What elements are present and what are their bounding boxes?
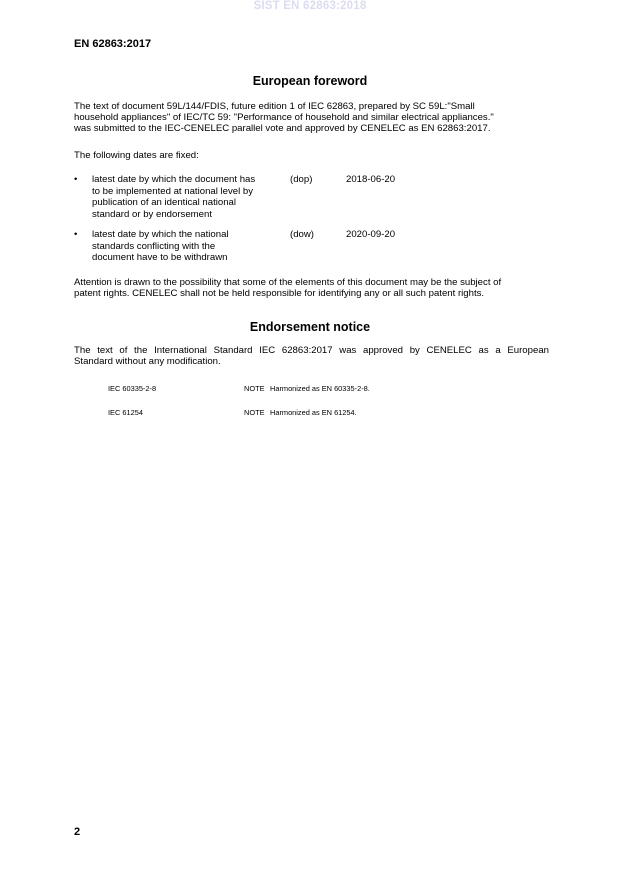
date-item-description <box>92 229 282 264</box>
foreword-intro-paragraph <box>74 101 549 134</box>
date-code: (dop) <box>290 174 313 185</box>
dates-intro: The following dates are fixed: <box>74 150 199 161</box>
attention-paragraph <box>74 277 549 299</box>
date-code: (dow) <box>290 229 314 240</box>
description-line: document have to be withdrawn <box>92 252 228 263</box>
endorsement-line: The text of the International Standard IEC 62863:2017 was approved by CENELEC as a European <box>74 345 549 356</box>
note-keyword: NOTE <box>244 384 265 393</box>
description-line: publication of an identical national <box>92 197 237 208</box>
foreword-title: European foreword <box>252 74 368 88</box>
note-text: Harmonized as EN 61254. <box>270 408 357 417</box>
endorsement-line: Standard without any modification. <box>74 356 221 367</box>
date-value: 2018-06-20 <box>346 174 396 185</box>
description-line: latest date by which the document has <box>92 174 256 185</box>
note-text: Harmonized as EN 60335-2-8. <box>270 384 370 393</box>
page-number: 2 <box>74 826 81 838</box>
attention-line: Attention is drawn to the possibility that some of the elements of this document may be the subject of <box>74 277 502 288</box>
intro-line: household appliances" of IEC/TC 59: "Performance of household and similar electrical appliances." <box>74 112 494 123</box>
document-id: EN 62863:2017 <box>74 38 152 50</box>
note-standard: IEC 61254 <box>108 408 143 417</box>
bullet-icon: • <box>74 174 78 185</box>
endorsement-paragraph <box>74 345 549 367</box>
date-value: 2020-09-20 <box>346 229 396 240</box>
bullet-icon: • <box>74 229 78 240</box>
intro-line: was submitted to the IEC-CENELEC parallel vote and approved by CENELEC as EN 62863:2017. <box>74 123 491 134</box>
note-standard: IEC 60335-2-8 <box>108 384 157 393</box>
watermark: SIST EN 62863:2018 <box>253 0 367 12</box>
attention-line: patent rights. CENELEC shall not be held responsible for identifying any or all such patent rights. <box>74 288 485 299</box>
description-line: latest date by which the national <box>92 229 229 240</box>
date-item-description <box>92 174 282 220</box>
harmonization-note <box>108 408 428 417</box>
description-line: to be implemented at national level by <box>92 185 254 197</box>
note-keyword: NOTE <box>244 408 265 417</box>
description-line: standard or by endorsement <box>92 208 212 220</box>
harmonization-note <box>108 384 428 393</box>
description-line: standards conflicting with the <box>92 240 216 252</box>
intro-line: The text of document 59L/144/FDIS, future edition 1 of IEC 62863, prepared by SC 59L:"Small <box>74 101 475 112</box>
endorsement-title: Endorsement notice <box>249 320 371 334</box>
